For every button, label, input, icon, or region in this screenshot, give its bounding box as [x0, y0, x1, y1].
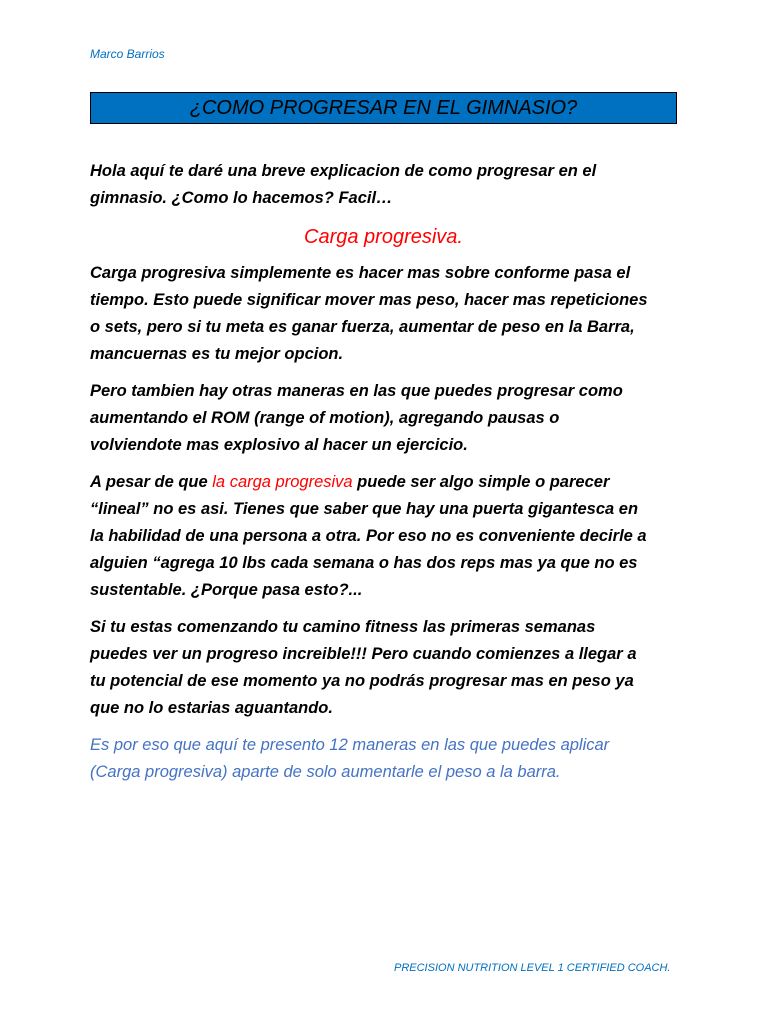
intro-line: Hola aquí te daré una breve explicacion de como progresar en el [90, 162, 597, 180]
document-title: ¿COMO PROGRESAR EN EL GIMNASIO? [189, 96, 578, 119]
paragraph-line: “lineal” no es asi. Tienes que saber que hay una puerta gigantesca en [90, 500, 639, 518]
intro-paragraph [90, 158, 690, 212]
section-heading: Carga progresiva. [304, 226, 463, 248]
paragraph-twelve-ways [90, 732, 690, 786]
line-suffix: puede ser algo simple o parecer [352, 473, 610, 491]
paragraph-line: alguien “agrega 10 lbs cada semana o has dos reps mas ya que no es [90, 554, 638, 572]
paragraph-line: volviendote mas explosivo al hacer un ejercicio. [90, 436, 468, 454]
intro-line: gimnasio. ¿Como lo hacemos? Facil… [90, 189, 393, 207]
line-prefix: A pesar de que [90, 473, 213, 491]
paragraph-linear [90, 469, 690, 604]
paragraph-line: que no lo estarias aguantando. [90, 699, 333, 717]
paragraph-beginner [90, 614, 690, 722]
paragraph-line: Pero tambien hay otras maneras en las que puedes progresar como [90, 382, 623, 400]
paragraph-line: Es por eso que aquí te presento 12 maneras en las que puedes aplicar [90, 736, 610, 754]
paragraph-line: Si tu estas comenzando tu camino fitness las primeras semanas [90, 618, 596, 636]
paragraph-line: la habilidad de una persona a otra. Por eso no es conveniente decirle a [90, 527, 647, 545]
paragraph-other-ways [90, 378, 690, 459]
paragraph-line: sustentable. ¿Porque pasa esto?... [90, 581, 363, 599]
paragraph-line: tiempo. Esto puede significar mover mas peso, hacer mas repeticiones [90, 291, 648, 309]
paragraph-line: puedes ver un progreso increible!!! Pero cuando comienzes a llegar a [90, 645, 637, 663]
footer-credential: PRECISION NUTRITION LEVEL 1 CERTIFIED COACH. [394, 962, 671, 974]
paragraph-line: aumentando el ROM (range of motion), agregando pausas o [90, 409, 560, 427]
author-name: Marco Barrios [90, 47, 165, 61]
paragraph-line: tu potencial de ese momento ya no podrás progresar mas en peso ya [90, 672, 634, 690]
highlight-text: la carga progresiva [212, 473, 353, 491]
paragraph-line [90, 469, 690, 496]
paragraph-line: Carga progresiva simplemente es hacer mas sobre conforme pasa el [90, 264, 631, 282]
paragraph-line: mancuernas es tu mejor opcion. [90, 345, 344, 363]
document-body [90, 158, 690, 796]
paragraph-line: o sets, pero si tu meta es ganar fuerza, aumentar de peso en la Barra, [90, 318, 635, 336]
paragraph-definition [90, 260, 690, 368]
paragraph-line: (Carga progresiva) aparte de solo aumentarle el peso a la barra. [90, 763, 561, 781]
title-banner [90, 92, 677, 124]
